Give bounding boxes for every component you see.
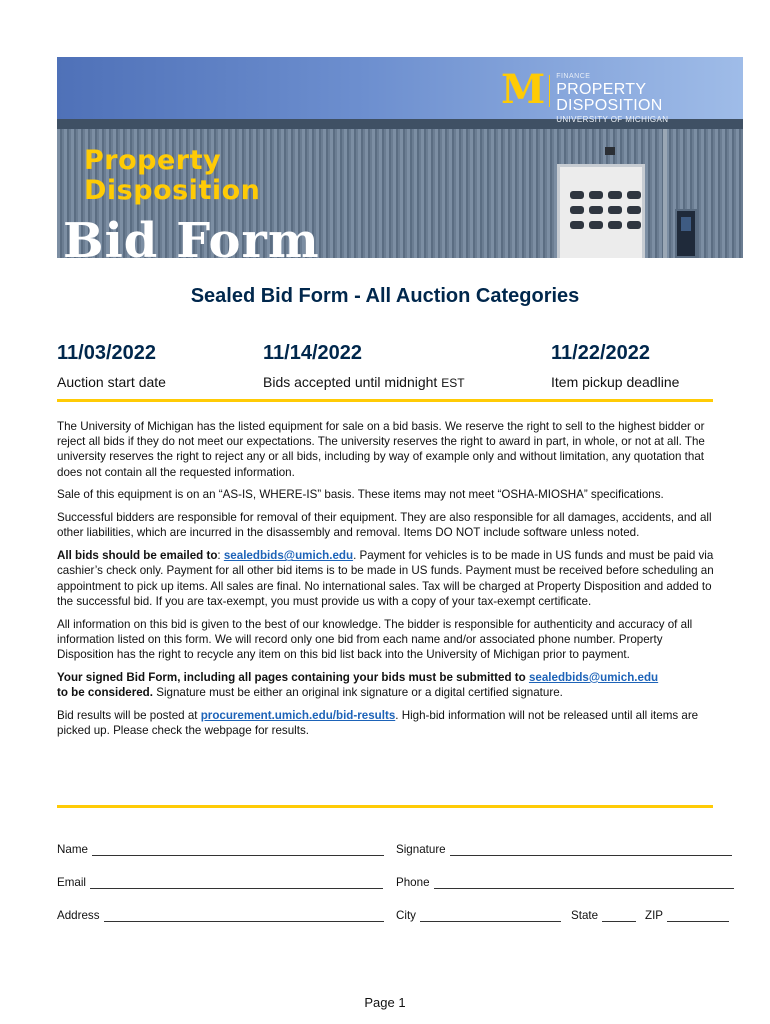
email-field[interactable]: [57, 876, 383, 889]
email-input-line[interactable]: [90, 877, 383, 889]
date-pickup-deadline: [551, 343, 679, 390]
university-logo: [501, 66, 743, 124]
bid-results-link[interactable]: procurement.umich.edu/bid-results: [200, 708, 396, 722]
zip-label: ZIP: [645, 909, 664, 922]
logo-university-text: UNIVERSITY OF MICHIGAN: [556, 115, 669, 124]
banner-title-property: Property: [84, 145, 222, 176]
terms-paragraph: Sale of this equipment is on an “AS-IS, WHERE-IS” basis. These items may not meet “OSHA-MIOSHA” specifications.: [57, 488, 664, 502]
divider-bottom: [57, 805, 713, 808]
signature-field[interactable]: [396, 843, 732, 856]
city-label: City: [396, 909, 416, 922]
logo-finance-text: FINANCE: [556, 73, 591, 80]
state-input-line[interactable]: [602, 910, 636, 922]
state-label: State: [571, 909, 599, 922]
terms-paragraph-results: Bid results will be posted at procurement.umich.edu/bid-results. High-bid information will not be released until all items are picked up. Please check the webpage for results.: [57, 708, 699, 738]
zip-input-line[interactable]: [667, 910, 729, 922]
signature-label: Signature: [396, 843, 446, 856]
state-field[interactable]: [571, 909, 636, 922]
email-link[interactable]: sealedbids@umich.edu: [223, 549, 354, 563]
terms-paragraph: Successful bidders are responsible for removal of their equipment. They are also responsible for all damages, accidents, and all other liabilities, which are incurred in the disassembly and removal. Items DO NOT include software unless noted.: [57, 511, 712, 540]
page-number: Page 1: [364, 995, 406, 1010]
logo-department-text: PROPERTY DISPOSITION: [556, 81, 663, 114]
city-field[interactable]: [396, 909, 561, 922]
phone-field[interactable]: [396, 876, 734, 889]
block-m-logo: M: [501, 66, 544, 113]
date-label: Item pickup deadline: [551, 374, 680, 390]
terms-text: [57, 419, 717, 746]
address-label: Address: [57, 909, 100, 922]
page-title: Sealed Bid Form - All Auction Categories: [190, 285, 580, 307]
zip-field[interactable]: [645, 909, 729, 922]
email-label: Email: [57, 876, 86, 889]
banner-wall-lamp: [605, 147, 615, 155]
date-label: Auction start date: [57, 374, 166, 390]
divider-top: [57, 399, 713, 402]
terms-paragraph-submission: Your signed Bid Form, including all pages containing your bids must be submitted to sealedbids@umich.edu to be considered. Signature must be either an original ink signature or a digital certified signature.: [57, 670, 659, 700]
banner-side-door: [675, 209, 697, 258]
terms-paragraph-payment: All bids should be emailed to: sealedbids@umich.edu. Payment for vehicles is to be made in US funds and must be paid via cashier’s check only. Payment for all other bid items is to be made in US funds. Payment must be received before scheduling an appointment to pick up items. All sales are final. No international sales. Tax will be charged at Property Disposition and added to the successful bid. If you are tax-exempt, you must provide us with a copy of your tax-exempt certificate.: [57, 549, 714, 608]
date-value: 11/14/2022: [263, 342, 362, 364]
date-value: 11/22/2022: [551, 342, 650, 364]
terms-paragraph: The University of Michigan has the listed equipment for sale on a bid basis. We reserve the right to sell to the highest bidder or reject all bids if they do not meet our expectations. The university reserves the right to award in part, in whole, or not at all. The university reserves the right to reject any or all bids, including by way of example only and without limitation, any quotation that does not contain all the requested information.: [57, 420, 705, 479]
date-bids-deadline: [263, 343, 465, 390]
date-auction-start: [57, 343, 166, 390]
address-input-line[interactable]: [104, 910, 384, 922]
banner-downspout: [663, 129, 667, 258]
signature-input-line[interactable]: [450, 844, 732, 856]
header-banner: [57, 57, 743, 258]
address-field[interactable]: [57, 909, 384, 922]
date-value: 11/03/2022: [57, 342, 156, 364]
banner-title-bid-form: Bid Form: [63, 213, 320, 258]
banner-garage-door: [557, 164, 645, 258]
phone-label: Phone: [396, 876, 430, 889]
banner-title-disposition: Disposition: [84, 175, 261, 206]
name-label: Name: [57, 843, 88, 856]
terms-paragraph: All information on this bid is given to the best of our knowledge. The bidder is responsible for authenticity and accuracy of all information listed on this form. We will record only one bid from each name and/or associated phone number. Property Disposition has the right to recycle any item on this bid list back into the University of Michigan prior to payment.: [57, 617, 693, 662]
city-input-line[interactable]: [420, 910, 561, 922]
name-input-line[interactable]: [92, 844, 384, 856]
name-field[interactable]: [57, 843, 384, 856]
date-label: Bids accepted until midnight EST: [263, 374, 465, 390]
email-link[interactable]: sealedbids@umich.edu: [528, 670, 659, 684]
phone-input-line[interactable]: [434, 877, 734, 889]
